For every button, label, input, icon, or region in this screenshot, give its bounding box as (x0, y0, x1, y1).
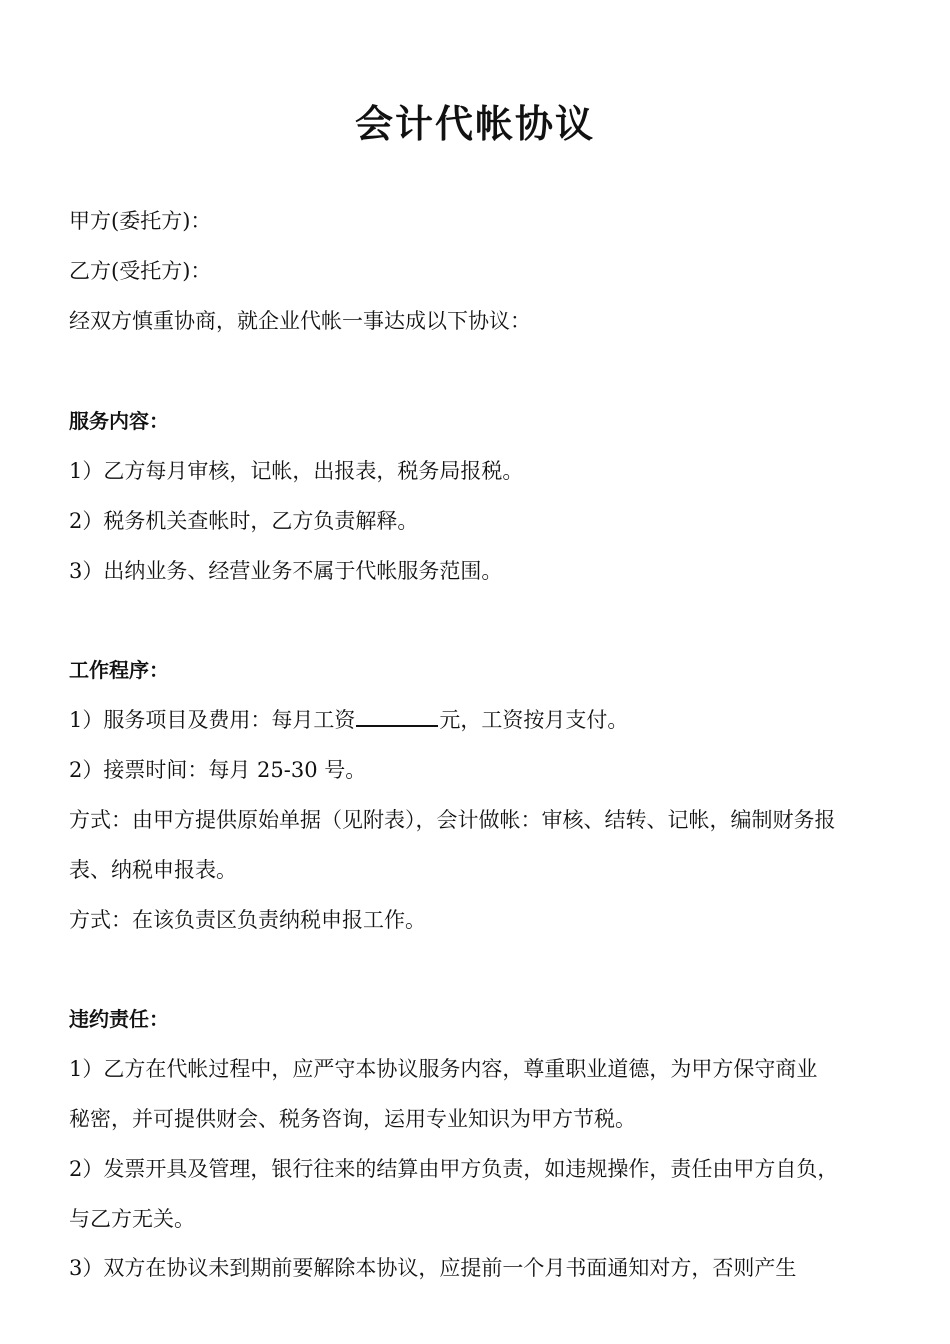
procedure-item-2: 2）接票时间：每月 25-30 号。 (69, 758, 367, 782)
procedure-method-2: 方式：在该负责区负责纳税申报工作。 (69, 908, 426, 932)
party-b-line: 乙方(受托方)： (69, 259, 212, 283)
procedure-method-1-line-2: 表、纳税申报表。 (69, 858, 237, 882)
liability-item-3-line-1: 3）双方在协议未到期前要解除本协议，应提前一个月书面通知对方，否则产生 (69, 1256, 797, 1280)
services-item-2: 2）税务机关查帐时，乙方负责解释。 (69, 509, 419, 533)
liability-item-2-line-1: 2）发票开具及管理，银行往来的结算由甲方负责，如违规操作，责任由甲方自负， (69, 1157, 839, 1181)
procedure-item-1-suffix: 元，工资按月支付。 (439, 708, 629, 732)
liability-item-1-line-1: 1）乙方在代帐过程中，应严守本协议服务内容，尊重职业道德，为甲方保守商业 (69, 1057, 818, 1081)
document-title: 会计代帐协议 (354, 102, 595, 146)
procedure-heading: 工作程序： (69, 658, 169, 682)
fee-blank-underline (356, 707, 438, 727)
procedure-item-1 (69, 705, 889, 735)
procedure-item-1-text: 1）服务项目及费用：每月工资 (69, 708, 356, 732)
liability-heading: 违约责任： (69, 1007, 169, 1031)
services-heading: 服务内容： (69, 409, 169, 433)
liability-item-2-line-2: 与乙方无关。 (69, 1207, 195, 1231)
services-item-1: 1）乙方每月审核，记帐，出报表，税务局报税。 (69, 459, 524, 483)
intro-line: 经双方慎重协商，就企业代帐一事达成以下协议： (69, 309, 531, 333)
services-item-3: 3）出纳业务、经营业务不属于代帐服务范围。 (69, 559, 503, 583)
liability-item-1-line-2: 秘密，并可提供财会、税务咨询，运用专业知识为甲方节税。 (69, 1107, 636, 1131)
party-a-line: 甲方(委托方)： (69, 209, 212, 233)
procedure-method-1-line-1: 方式：由甲方提供原始单据（见附表），会计做帐：审核、结转、记帐，编制财务报 (69, 808, 836, 832)
